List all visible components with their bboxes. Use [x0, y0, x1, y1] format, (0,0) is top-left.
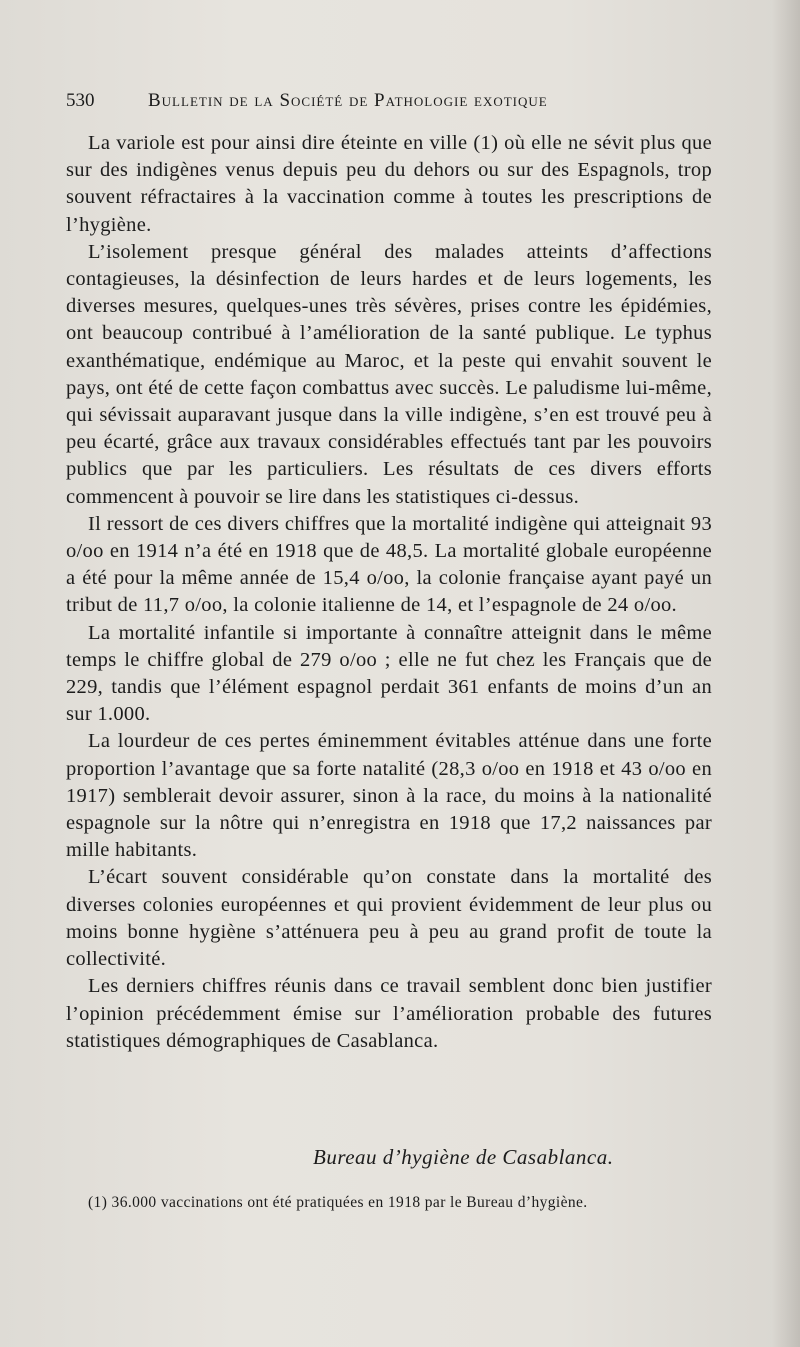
paragraph-smallpox: La variole est pour ainsi dire éteinte en ville (1) où elle ne sévit plus que sur des indigènes venus depuis peu du dehors ou sur des Espagnols, trop souvent réfractaires à la vaccination comme à toutes les prescriptions de l’hygiène. [66, 132, 712, 236]
signature: Bureau d’hygiène de Casablanca. [313, 1145, 614, 1169]
page-number: 530 [66, 90, 95, 111]
paragraph-conclusion: Les derniers chiffres réunis dans ce travail semblent donc bien justifier l’opinion précédemment émise sur l’amélioration probable des futures statistiques démographiques de Casablanca. [66, 975, 712, 1052]
page-header [66, 90, 618, 116]
paragraph-mortality-figures: Il ressort de ces divers chiffres que la mortalité indigène qui atteignait 93 o/oo en 1914 n’a été en 1918 que de 48,5. La mortalité globale européenne a été pour la même année de 15,4 o/oo, la colonie française ayant payé un tribut de 11,7 o/oo, la colonie italienne de 14, et l’espagnole de 24 o/oo. [66, 512, 712, 617]
body-text [66, 130, 712, 1055]
page-edge-shadow [772, 0, 800, 1347]
footnote: (1) 36.000 vaccinations ont été pratiquées en 1918 par le Bureau d’hygiène. [88, 1194, 588, 1211]
running-title: Bulletin de la Société de Pathologie exotique [148, 90, 548, 111]
paragraph-infant-mortality: La mortalité infantile si importante à connaître atteignit dans le même temps le chiffre global de 279 o/oo ; elle ne fut chez les Français que de 229, tandis que l’élément espagnol perdait 361 enfants de moins d’un an sur 1.000. [66, 621, 712, 726]
paragraph-colony-gap: L’écart souvent considérable qu’on constate dans la mortalité des diverses colonies européennes et qui provient évidemment de leur plus ou moins bonne hygiène s’atténuera peu à peu au grand profit de toute la collectivité. [66, 866, 712, 971]
paragraph-natality: La lourdeur de ces pertes éminemment évitables atténue dans une forte proportion l’avantage que sa forte natalité (28,3 o/oo en 1918 et 43 o/oo en 1917) semblerait devoir assurer, sinon à la race, du moins à la nationalité espagnole sur la nôtre qui n’enregistra en 1918 que 17,2 naissances par mille habitants. [66, 730, 712, 862]
paragraph-public-health-measures: L’isolement presque général des malades atteints d’affections contagieuses, la désinfection de leurs hardes et de leurs logements, les diverses mesures, quelques-unes très sévères, prises contre les épidémies, ont beaucoup contribué à l’amélioration de la santé publique. Le typhus exanthématique, endémique au Maroc, et la peste qui envahit souvent le pays, ont été de cette façon combattus avec succès. Le paludisme lui-même, qui sévissait auparavant jusque dans la ville indigène, s’en est trouvé peu à peu écarté, grâce aux travaux considérables effectués tant par les pouvoirs publics que par les particuliers. Les résultats de ces divers efforts commencent à pouvoir se lire dans les statistiques ci-dessus. [66, 240, 712, 508]
